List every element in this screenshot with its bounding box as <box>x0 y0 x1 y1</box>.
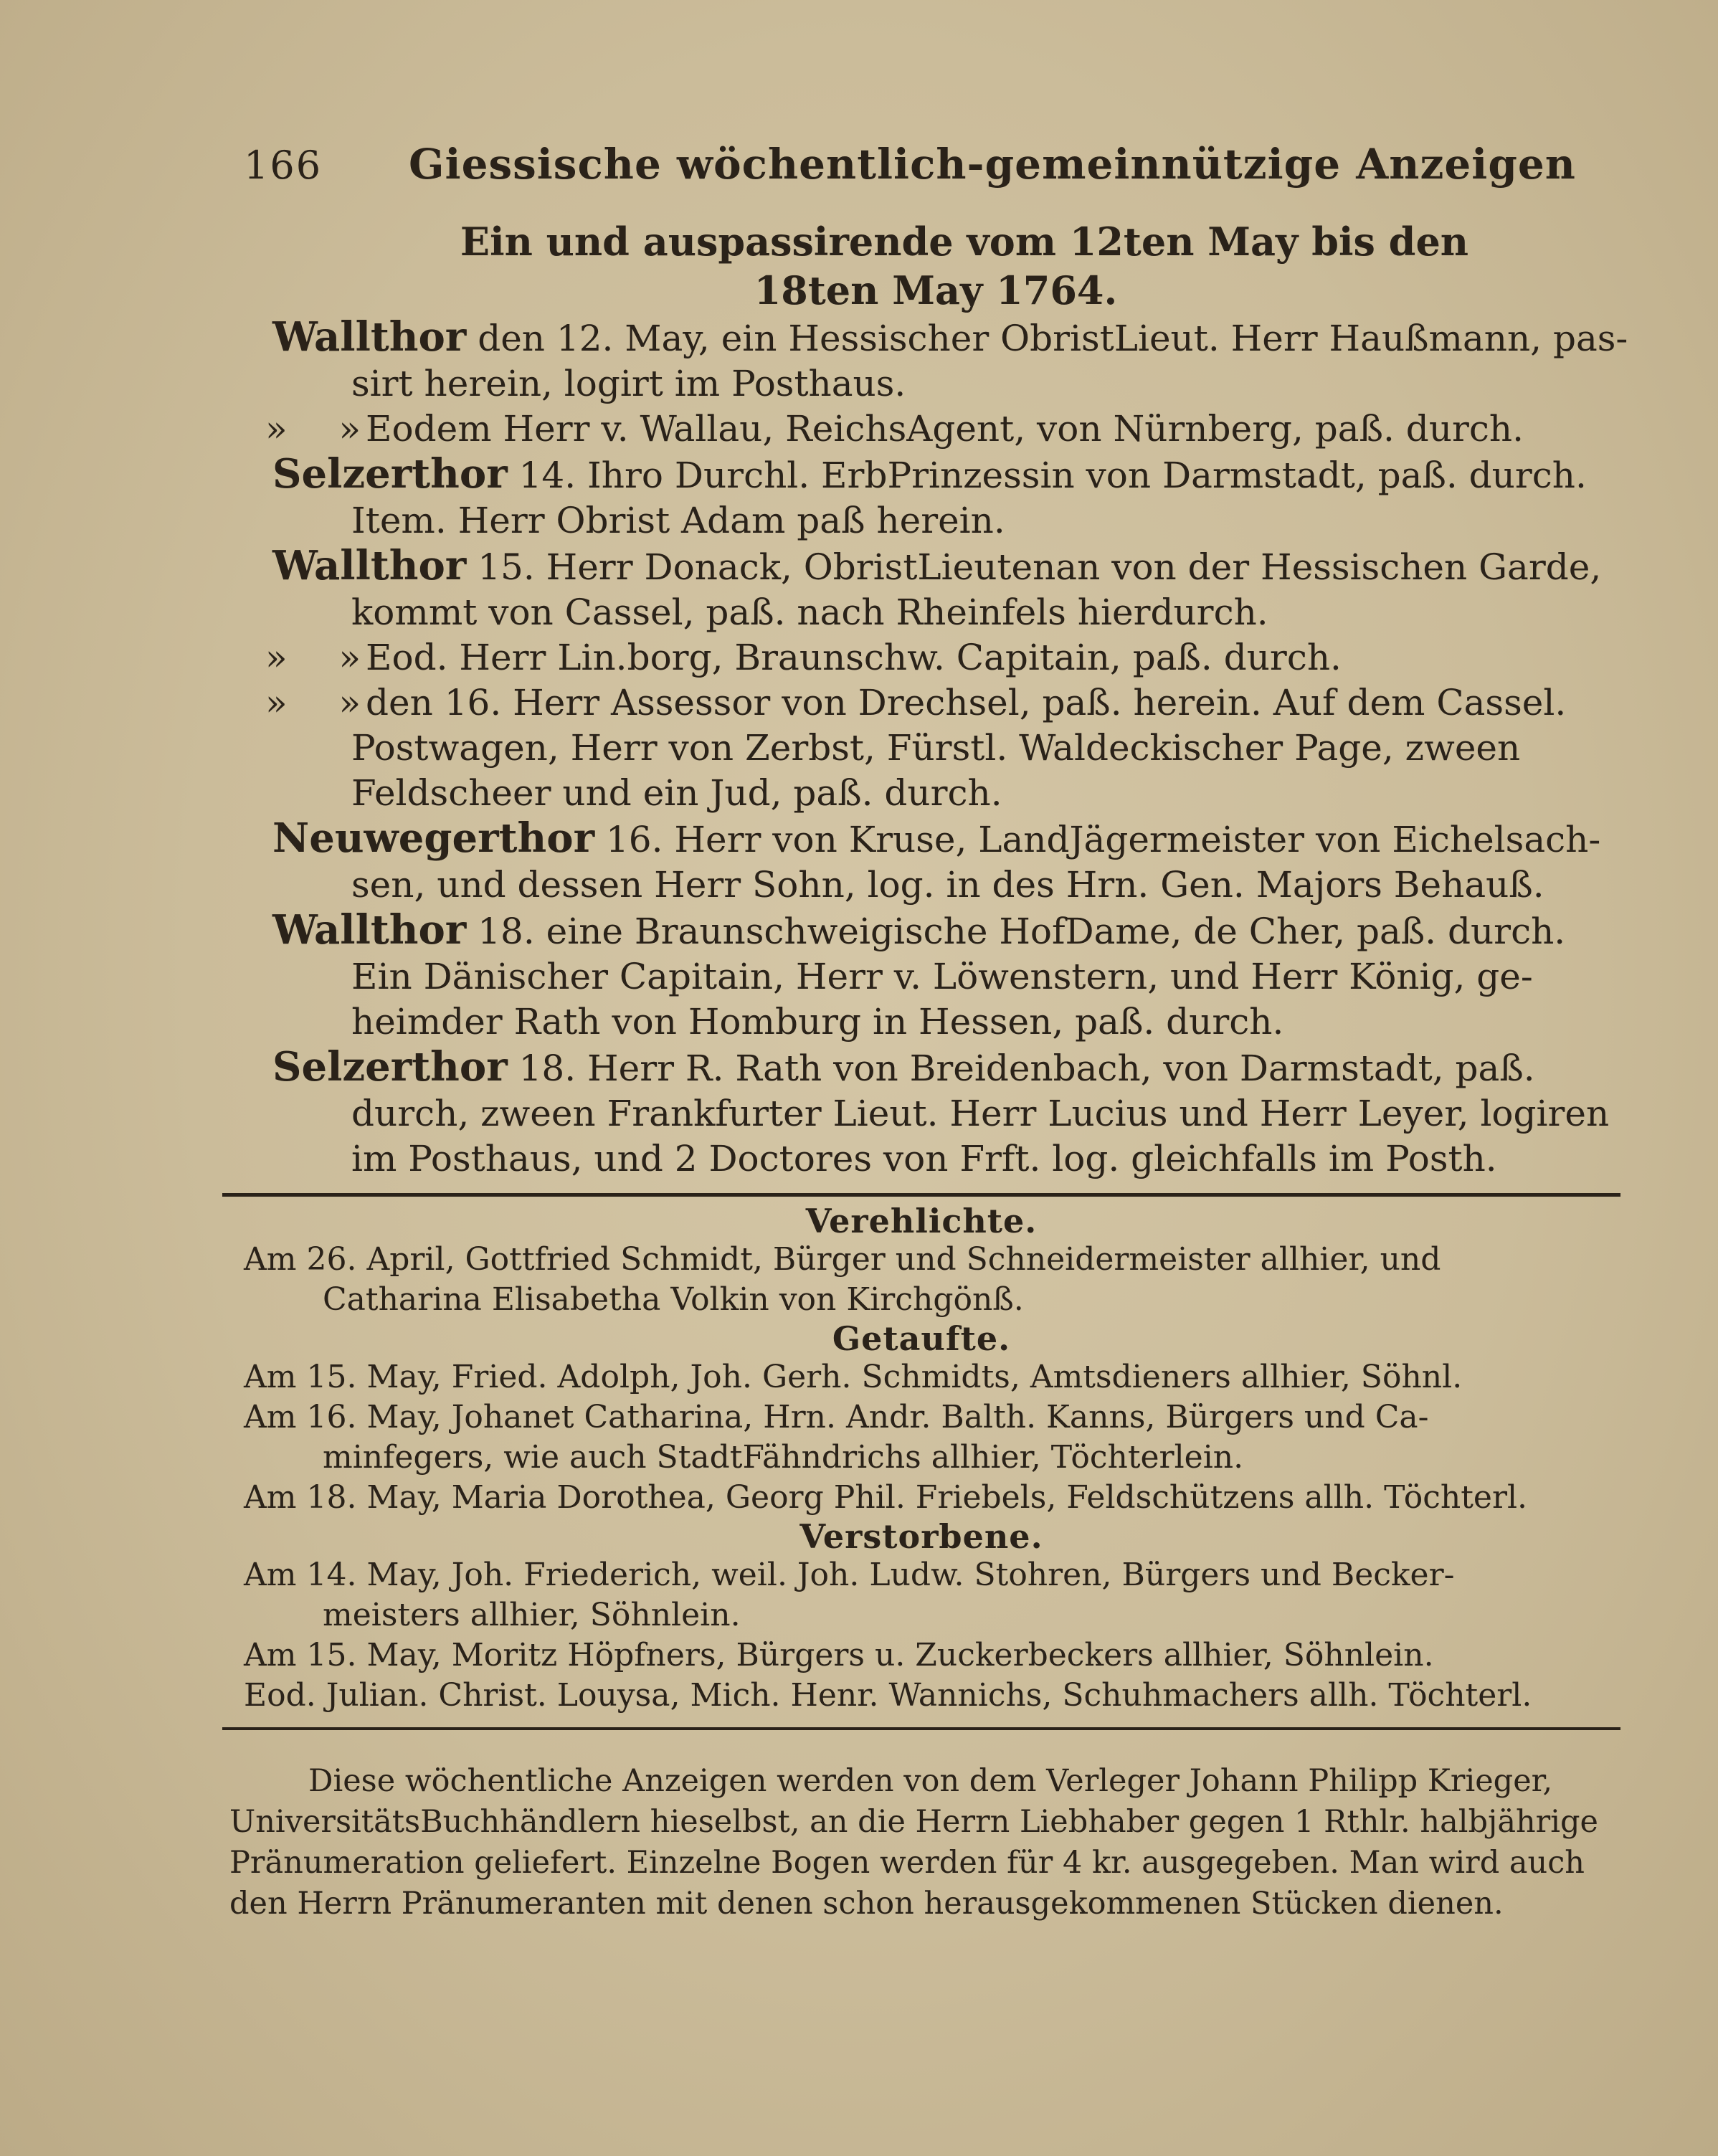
page-number: 166 <box>244 143 323 188</box>
entry-line <box>244 361 1599 407</box>
record-line: Eod. Julian. Christ. Louysa, Mich. Henr. Wannichs, Schuhmachers allh. Töchterl. <box>244 1677 1532 1714</box>
gate-name: Selzerthor <box>272 450 508 498</box>
baptized-heading: Getaufte. <box>832 1319 1011 1358</box>
entry-text: den 16. Herr Assessor von Drechsel, paß. herein. Auf dem Cassel. <box>366 682 1567 723</box>
entry-text: Item. Herr Obrist Adam paß herein. <box>351 500 1005 541</box>
record-line: Am 16. May, Johanet Catharina, Hrn. Andr. Balth. Kanns, Bürgers und Ca- <box>244 1399 1429 1435</box>
entry-text: im Posthaus, und 2 Doctores von Frft. log. gleichfalls im Posth. <box>351 1138 1497 1179</box>
entry-line <box>244 635 1599 680</box>
entry-line <box>244 954 1599 999</box>
entry-text: durch, zween Frankfurter Lieut. Herr Lucius und Herr Leyer, logiren <box>351 1093 1610 1134</box>
baptized-record <box>244 1397 1599 1478</box>
record-line: minfegers, wie auch StadtFähndrichs allhier, Töchterlein. <box>323 1439 1244 1476</box>
baptized-record <box>244 1478 1599 1518</box>
publisher-notice: Diese wöchentliche Anzeigen werden von dem Verleger Johann Philipp Krieger, UniversitätsBuchhändlern hieselbst, an die Herrn Liebhaber gegen 1 Rthlr. halbjährige Pränumeration geliefert. Einzelne Bogen werden für 4 kr. ausgegeben. Man wird auch den Herrn Pränumeranten mit denen schon herausgekommenen Stücken dienen. <box>229 1763 1598 1922</box>
section-title-line-1: Ein und auspassirende vom 12ten May bis den <box>460 219 1469 265</box>
entry-line <box>244 542 1602 590</box>
entry-line <box>244 863 1599 908</box>
entry-line <box>244 498 1599 543</box>
entry-line <box>244 771 1599 816</box>
entry-text: Ein Dänischer Capitain, Herr v. Löwenstern, und Herr König, ge- <box>351 956 1533 997</box>
gate-name: Wallthor <box>272 906 467 954</box>
page-header <box>244 140 1599 212</box>
deceased-record <box>244 1555 1599 1635</box>
deceased-list <box>244 1555 1599 1716</box>
gate-name: Wallthor <box>272 542 467 589</box>
entry-line <box>244 999 1599 1045</box>
married-record <box>244 1240 1599 1320</box>
gate-name: Neuwegerthor <box>272 815 595 862</box>
gate-name: Selzerthor <box>272 1043 508 1091</box>
entry-line <box>244 1136 1599 1182</box>
gate-name: Wallthor <box>272 313 467 361</box>
entry-text: kommt von Cassel, paß. nach Rheinfels hierdurch. <box>351 592 1268 633</box>
entry-line <box>244 313 1628 361</box>
ditto-marks: » » <box>265 682 381 723</box>
entry-text: Eodem Herr v. Wallau, ReichsAgent, von Nürnberg, paß. durch. <box>366 408 1524 450</box>
baptized-record <box>244 1357 1599 1397</box>
record-line: Catharina Elisabetha Volkin von Kirchgönß. <box>323 1281 1024 1318</box>
entry-text: den 12. May, ein Hessischer ObristLieut. Herr Haußmann, pas- <box>478 318 1628 359</box>
section-title-line-2: 18ten May 1764. <box>754 267 1118 313</box>
deceased-heading: Verstorbene. <box>799 1517 1043 1556</box>
entry-line <box>244 1045 1599 1091</box>
running-title: Giessische wöchentlich-gemeinnützige Anzeigen <box>409 140 1576 189</box>
entry-line <box>244 680 1599 726</box>
entry-line <box>244 590 1599 635</box>
entry-line <box>244 908 1599 954</box>
entry-text: sen, und dessen Herr Sohn, log. in des Hrn. Gen. Majors Behauß. <box>351 864 1544 906</box>
entry-text: 15. Herr Donack, ObristLieutenan von der Hessischen Garde, <box>478 546 1602 588</box>
divider-rule <box>222 1193 1620 1197</box>
entry-line <box>244 726 1599 771</box>
entry-line <box>244 407 1599 452</box>
record-line: Am 18. May, Maria Dorothea, Georg Phil. Friebels, Feldschützens allh. Töchterl. <box>244 1479 1528 1516</box>
record-line: Am 15. May, Moritz Höpfners, Bürgers u. Zuckerbeckers allhier, Söhnlein. <box>244 1637 1434 1673</box>
entry-line <box>244 452 1599 498</box>
ditto-marks: » » <box>265 637 381 678</box>
travellers-list <box>244 313 1628 1182</box>
entry-text: 16. Herr von Kruse, LandJägermeister von Eichelsach- <box>606 819 1601 860</box>
entry-line <box>244 1091 1610 1136</box>
deceased-record <box>244 1676 1599 1716</box>
entry-text: heimder Rath von Homburg in Hessen, paß. durch. <box>351 1001 1284 1043</box>
record-line: Am 15. May, Fried. Adolph, Joh. Gerh. Schmidts, Amtsdieners allhier, Söhnl. <box>244 1359 1463 1395</box>
divider-rule <box>222 1727 1620 1730</box>
deceased-record <box>244 1635 1599 1676</box>
married-list <box>244 1240 1599 1320</box>
page-content <box>229 140 1628 1955</box>
entry-text: Feldscheer und ein Jud, paß. durch. <box>351 772 1002 814</box>
entry-text: Eod. Herr Lin.borg, Braunschw. Capitain, paß. durch. <box>366 637 1342 678</box>
ditto-marks: » » <box>265 408 381 450</box>
record-line: Am 14. May, Joh. Friederich, weil. Joh. Ludw. Stohren, Bürgers und Becker- <box>244 1557 1455 1593</box>
entry-text: sirt herein, logirt im Posthaus. <box>351 363 906 404</box>
entry-line <box>244 816 1599 863</box>
married-heading: Verehlichte. <box>805 1202 1038 1240</box>
section-heading <box>244 217 1599 315</box>
entry-text: 18. Herr R. Rath von Breidenbach, von Darmstadt, paß. <box>518 1048 1535 1089</box>
record-line: meisters allhier, Söhnlein. <box>323 1597 741 1633</box>
record-line: Am 26. April, Gottfried Schmidt, Bürger und Schneidermeister allhier, und <box>244 1241 1441 1278</box>
entry-text: Postwagen, Herr von Zerbst, Fürstl. Waldeckischer Page, zween <box>351 727 1521 769</box>
entry-text: 14. Ihro Durchl. ErbPrinzessin von Darmstadt, paß. durch. <box>518 455 1587 496</box>
entry-text: 18. eine Braunschweigische HofDame, de Cher, paß. durch. <box>478 911 1566 952</box>
baptized-list <box>244 1357 1599 1518</box>
